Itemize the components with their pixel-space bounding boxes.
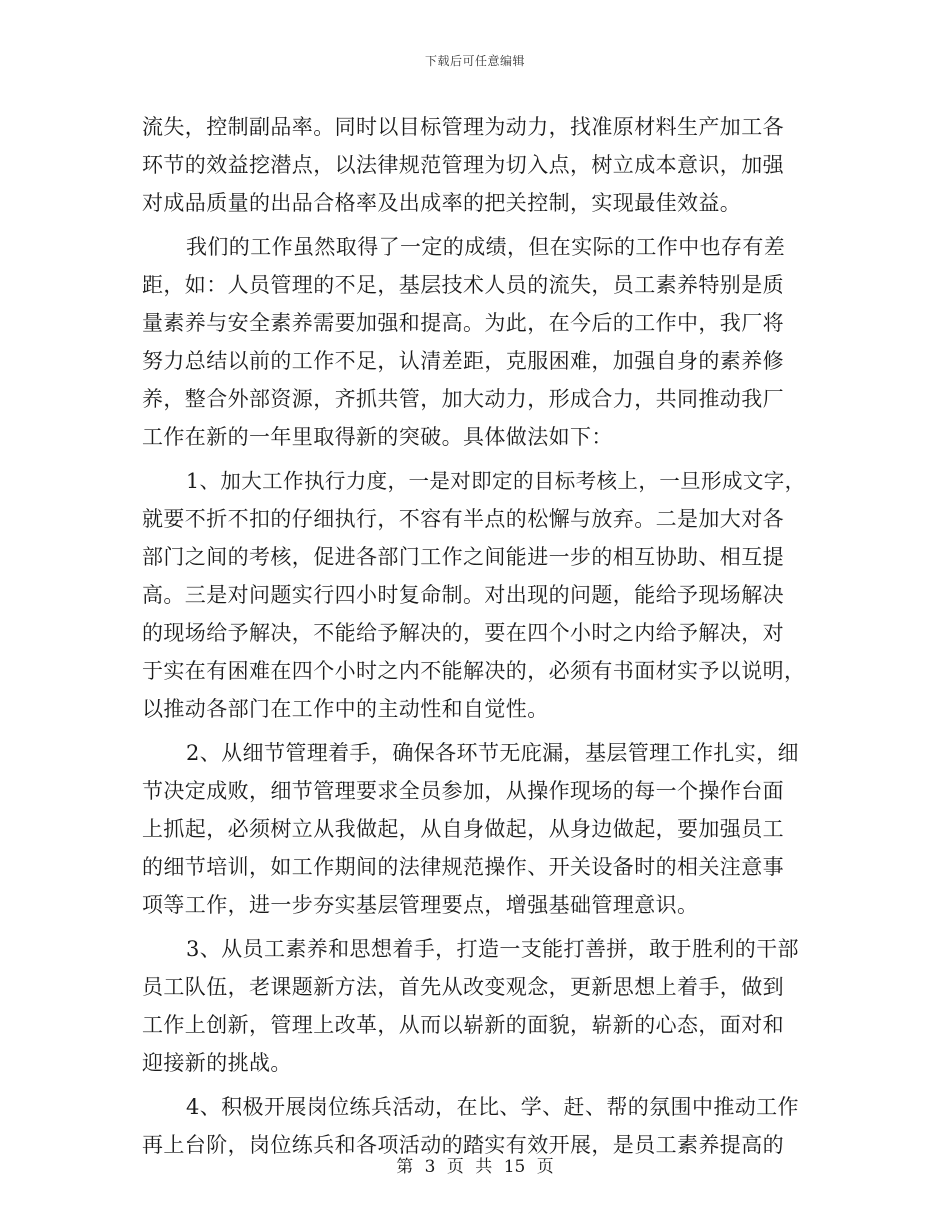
text-line: 努力总结以前的工作不足，认清差距，克服困难，加强自身的素养修 [142, 349, 784, 373]
text-line: 员工队伍，老课题新方法，首先从改变观念，更新思想上着手，做到 [142, 975, 784, 999]
text-line: 于实在有困难在四个小时之内不能解决的，必须有书面材实予以说明， [142, 659, 806, 683]
text-line: 高。三是对问题实行四小时复命制。对出现的问题，能给予现场解决 [142, 583, 784, 607]
text-line: 4、积极开展岗位练兵活动，在比、学、赶、帮的氛围中推动工作 [186, 1095, 799, 1119]
text-line: 环节的效益挖潜点，以法律规范管理为切入点，树立成本意识，加强 [142, 153, 784, 177]
text-line: 再上台阶，岗位练兵和各项活动的踏实有效开展，是员工素养提高的 [142, 1133, 784, 1157]
page-number-footer: 第 3 页 共 15 页 [396, 1157, 554, 1177]
text-line: 3、从员工素养和思想着手，打造一支能打善拼，敢于胜利的干部 [186, 937, 799, 961]
paragraph [142, 930, 816, 1082]
paragraph [142, 108, 816, 222]
text-line: 工作在新的一年里取得新的突破。具体做法如下： [142, 425, 613, 449]
text-line: 量素养与安全素养需要加强和提高。为此，在今后的工作中，我厂将 [142, 311, 784, 335]
text-line: 以推动各部门在工作中的主动性和自觉性。 [142, 697, 549, 721]
text-line: 节决定成败，细节管理要求全员参加，从操作现场的每一个操作台面 [142, 779, 784, 803]
text-line: 的现场给予解决，不能给予解决的，要在四个小时之内给予解决，对 [142, 621, 784, 645]
text-line: 迎接新的挑战。 [142, 1051, 292, 1075]
text-line: 距，如：人员管理的不足，基层技术人员的流失，员工素养特别是质 [142, 273, 784, 297]
paragraph [142, 462, 816, 728]
text-line: 对成品质量的出品合格率及出成率的把关控制，实现最佳效益。 [142, 191, 742, 215]
text-line: 我们的工作虽然取得了一定的成绩，但在实际的工作中也存有差 [186, 235, 786, 259]
text-line: 2、从细节管理着手，确保各环节无庇漏，基层管理工作扎实，细 [186, 741, 799, 765]
document-body [142, 108, 816, 1164]
text-line: 养，整合外部资源，齐抓共管，加大动力，形成合力，共同推动我厂 [142, 387, 784, 411]
text-line: 1、加大工作执行力度，一是对即定的目标考核上，一旦形成文字， [186, 469, 806, 493]
text-line: 工作上创新，管理上改革，从而以崭新的面貌，崭新的心态，面对和 [142, 1013, 784, 1037]
text-line: 部门之间的考核，促进各部门工作之间能进一步的相互协助、相互提 [142, 545, 784, 569]
paragraph [142, 228, 816, 456]
text-line: 的细节培训，如工作期间的法律规范操作、开关设备时的相关注意事 [142, 855, 784, 879]
text-line: 上抓起，必须树立从我做起，从自身做起，从身边做起，要加强员工 [142, 817, 784, 841]
text-line: 项等工作，进一步夯实基层管理要点，增强基础管理意识。 [142, 893, 699, 917]
text-line: 流失，控制副品率。同时以目标管理为动力，找准原材料生产加工各 [142, 115, 784, 139]
text-line: 就要不折不扣的仔细执行，不容有半点的松懈与放弃。二是加大对各 [142, 507, 784, 531]
paragraph [142, 734, 816, 924]
page-header-note: 下载后可任意编辑 [424, 54, 525, 68]
